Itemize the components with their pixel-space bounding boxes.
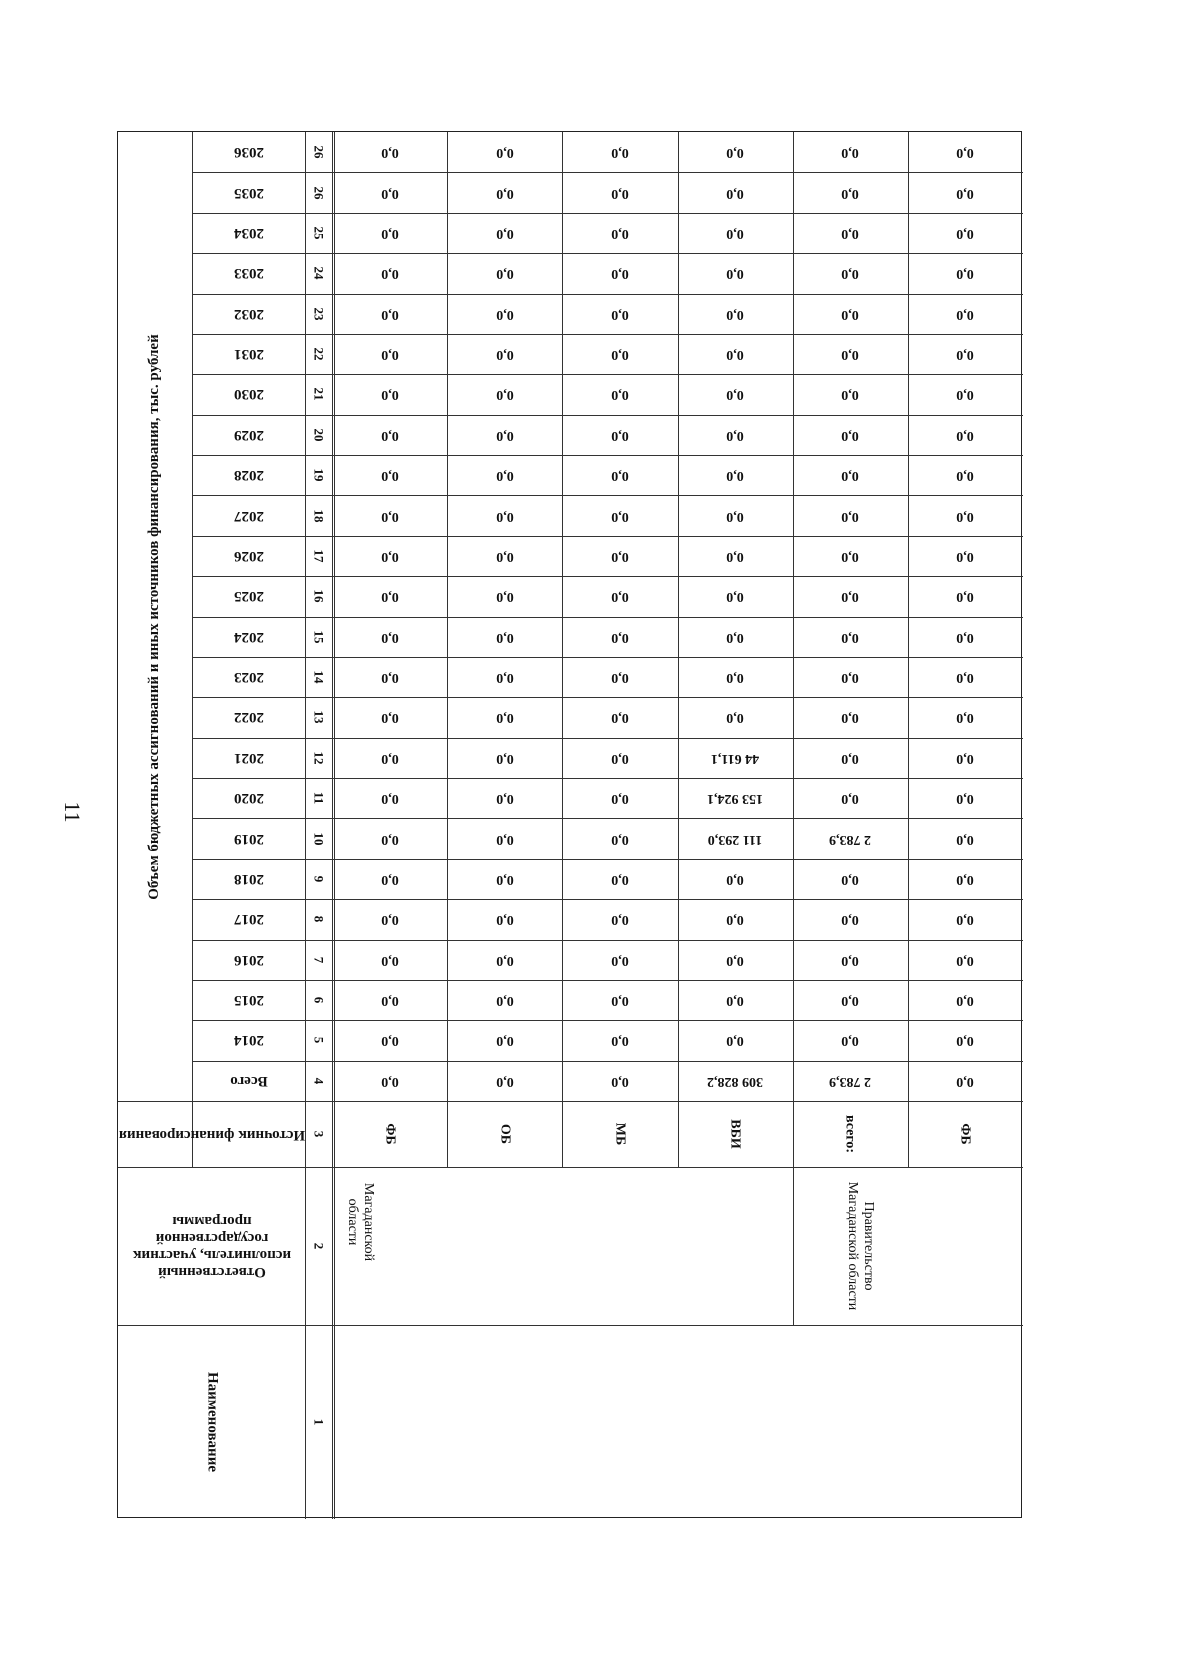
column-number: 11 [311,792,327,805]
table-cell: 0,0 [611,145,629,161]
column-number: 25 [311,226,327,240]
year-header: 2017 [233,911,264,928]
column-number: 15 [311,630,327,644]
table-cell: 0,0 [496,145,514,161]
column-number: 6 [311,996,327,1004]
table-cell: 0,0 [611,952,629,968]
table-cell: 0,0 [841,387,859,403]
table-cell: 0,0 [380,427,399,443]
table-cell: 0,0 [611,306,629,322]
table-cell: 0,0 [380,750,399,766]
table-cell: 0,0 [496,670,514,686]
table-cell: 0,0 [611,225,629,241]
table-cell: 0,0 [726,185,744,201]
table-cell: 2 783,9 [829,831,872,847]
executor-header: Ответственный исполнитель, участник государственной программы [132,1212,291,1281]
column-number: 3 [311,1130,327,1138]
source-cell: ОБ [497,1123,513,1145]
table-cell: 0,0 [611,871,629,887]
table-cell: 0,0 [380,266,399,282]
table-cell: 0,0 [380,387,399,403]
table-cell: 0,0 [380,589,399,605]
year-header: 2018 [233,871,264,888]
table-cell: 0,0 [611,266,629,282]
table-cell: 0,0 [496,1073,514,1089]
table-cell: 0,0 [380,871,399,887]
column-number: 2 [311,1242,327,1250]
table-cell: 0,0 [956,912,975,928]
table-cell: 0,0 [496,468,514,484]
column-number: 17 [311,549,327,563]
table-cell: 0,0 [496,548,514,564]
table-cell: 0,0 [841,468,859,484]
table-cell: 0,0 [841,145,859,161]
table-cell: 0,0 [611,589,629,605]
table-cell: 0,0 [496,952,514,968]
table-cell: 0,0 [956,589,975,605]
column-number: 7 [311,956,327,963]
column-number: 23 [311,307,327,321]
year-header: 2033 [233,265,264,282]
column-number: 10 [311,832,327,846]
table-cell: 0,0 [380,993,399,1009]
source-cell: МБ [612,1122,628,1146]
table-cell: 0,0 [380,1073,399,1089]
year-header: 2036 [233,144,264,161]
table-cell: 0,0 [380,670,399,686]
table-cell: 0,0 [841,791,859,807]
executor-cell: Магаданской области [345,1182,377,1262]
table-cell: 0,0 [380,831,399,847]
column-number: 13 [311,710,327,724]
table-cell: 0,0 [726,710,744,726]
year-header: 2030 [233,386,264,403]
column-number: 1 [311,1418,327,1426]
table-cell: 0,0 [496,306,514,322]
table-cell: 0,0 [611,468,629,484]
table-cell: 0,0 [956,347,975,363]
year-header: Всего [229,1073,268,1090]
table-cell: 0,0 [496,387,514,403]
table-cell: 0,0 [956,306,975,322]
table-cell: 0,0 [496,508,514,524]
table-cell: 0,0 [841,589,859,605]
table-cell: 0,0 [841,912,859,928]
year-header: 2031 [233,346,264,363]
table-cell: 0,0 [496,871,514,887]
table-cell: 0,0 [611,1033,629,1049]
rotated-budget-table [117,131,1022,1518]
column-number: 9 [311,875,327,883]
table-cell: 0,0 [956,670,975,686]
table-cell: 0,0 [380,468,399,484]
table-cell: 0,0 [726,427,744,443]
table-cell: 0,0 [611,387,629,403]
table-cell: 0,0 [496,912,514,928]
table-cell: 0,0 [496,427,514,443]
year-header: 2015 [233,992,264,1009]
table-cell: 0,0 [380,952,399,968]
table-cell: 0,0 [726,1033,744,1049]
year-header: 2019 [233,831,264,848]
table-cell: 0,0 [496,831,514,847]
table-cell: 0,0 [726,468,744,484]
column-number: 18 [311,509,327,523]
table-title: Объем бюджетных ассигнований и иных источников финансирования, тыс. рублей [146,333,163,900]
year-header: 2016 [233,952,264,969]
column-number: 14 [311,670,327,684]
table-cell: 0,0 [956,185,975,201]
column-number: 12 [311,751,327,765]
column-number: 16 [311,589,327,603]
table-cell: 0,0 [380,145,399,161]
table-cell: 309 828,2 [707,1073,764,1089]
table-cell: 0,0 [611,508,629,524]
table-cell: 0,0 [380,306,399,322]
table-cell: 0,0 [726,993,744,1009]
table-cell: 0,0 [380,1033,399,1049]
table-cell: 0,0 [841,993,859,1009]
table-cell: 0,0 [956,831,975,847]
table-cell: 0,0 [496,710,514,726]
table-cell: 0,0 [956,1073,975,1089]
table-cell: 0,0 [956,1033,975,1049]
grid-line [793,1167,794,1325]
table-cell: 0,0 [956,145,975,161]
table-cell: 0,0 [956,993,975,1009]
table-cell: 0,0 [496,750,514,766]
table-cell: 111 293,0 [707,831,763,847]
table-cell: 0,0 [611,427,629,443]
table-cell: 0,0 [956,952,975,968]
table-cell: 0,0 [956,791,975,807]
year-header: 2025 [233,588,264,605]
table-cell: 0,0 [496,185,514,201]
table-cell: 0,0 [726,266,744,282]
column-number: 4 [311,1077,327,1085]
table-cell: 0,0 [726,912,744,928]
table-cell: 0,0 [380,629,399,645]
table-cell: 0,0 [726,508,744,524]
table-cell: 153 924,1 [707,791,764,807]
table-cell: 0,0 [956,750,975,766]
table-cell: 0,0 [611,791,629,807]
source-cell: ФБ [958,1123,974,1145]
table-cell: 0,0 [841,548,859,564]
table-cell: 0,0 [611,993,629,1009]
table-cell: 0,0 [496,225,514,241]
year-header: 2035 [233,185,264,202]
table-cell: 0,0 [726,548,744,564]
column-number: 21 [311,387,327,401]
table-cell: 0,0 [841,871,859,887]
column-number: 24 [311,266,327,280]
column-number: 19 [311,468,327,482]
table-cell: 0,0 [496,629,514,645]
table-cell: 0,0 [380,912,399,928]
table-cell: 0,0 [496,1033,514,1049]
table-cell: 0,0 [611,629,629,645]
page-number: 11 [60,801,85,823]
year-header: 2034 [233,225,264,242]
table-cell: 0,0 [956,548,975,564]
table-cell: 0,0 [496,266,514,282]
table-cell: 0,0 [726,952,744,968]
table-cell: 0,0 [380,225,399,241]
table-cell: 0,0 [956,710,975,726]
table-cell: 0,0 [841,952,859,968]
table-cell: 0,0 [496,347,514,363]
table-cell: 0,0 [841,266,859,282]
year-header: 2020 [233,790,264,807]
column-number: 26 [311,186,327,200]
table-cell: 0,0 [956,468,975,484]
year-header: 2029 [233,427,264,444]
source-cell: всего: [843,1114,859,1153]
table-cell: 0,0 [611,750,629,766]
table-cell: 0,0 [956,387,975,403]
table-cell: 0,0 [611,710,629,726]
table-cell: 0,0 [611,912,629,928]
table-cell: 0,0 [496,791,514,807]
source-cell: ВБИ [728,1119,744,1149]
year-header: 2014 [233,1032,264,1049]
table-cell: 0,0 [841,427,859,443]
source-cell: ФБ [382,1123,398,1145]
table-cell: 0,0 [841,185,859,201]
source-header: Источник финансирования [118,1126,305,1143]
year-header: 2023 [233,669,264,686]
column-number: 5 [311,1037,327,1044]
executor-cell: Правительство Магаданской области [845,1181,877,1311]
table-cell: 0,0 [956,266,975,282]
year-header: 2026 [233,548,264,565]
table-cell: 0,0 [726,306,744,322]
table-cell: 0,0 [726,387,744,403]
table-cell: 0,0 [611,185,629,201]
table-cell: 0,0 [956,629,975,645]
table-cell: 0,0 [380,508,399,524]
table-cell: 0,0 [956,871,975,887]
table-cell: 0,0 [956,508,975,524]
table-cell: 0,0 [496,589,514,605]
table-cell: 0,0 [611,831,629,847]
table-cell: 0,0 [841,1033,859,1049]
year-header: 2027 [233,508,264,525]
table-cell: 0,0 [841,225,859,241]
table-cell: 0,0 [380,710,399,726]
table-cell: 0,0 [611,670,629,686]
table-cell: 2 783,9 [829,1073,872,1089]
table-cell: 0,0 [611,347,629,363]
column-number: 22 [311,347,327,361]
table-cell: 0,0 [841,508,859,524]
table-cell: 0,0 [726,871,744,887]
year-header: 2021 [233,750,264,767]
table-cell: 0,0 [841,347,859,363]
name-header: Наименование [204,1372,221,1472]
table-cell: 0,0 [726,629,744,645]
table-cell: 0,0 [726,145,744,161]
table-cell: 0,0 [380,791,399,807]
table-cell: 0,0 [380,548,399,564]
table-cell: 0,0 [841,306,859,322]
column-number: 8 [311,916,327,923]
table-cell: 0,0 [841,710,859,726]
table-cell: 0,0 [380,185,399,201]
table-cell: 0,0 [496,993,514,1009]
table-cell: 0,0 [380,347,399,363]
table-cell: 0,0 [956,427,975,443]
table-cell: 0,0 [611,548,629,564]
table-cell: 0,0 [841,750,859,766]
year-header: 2032 [233,306,264,323]
table-cell: 0,0 [726,225,744,241]
year-header: 2022 [233,709,264,726]
year-header: 2028 [233,467,264,484]
table-cell: 0,0 [726,589,744,605]
column-number: 20 [311,428,327,442]
table-cell: 0,0 [841,629,859,645]
table-cell: 0,0 [841,670,859,686]
table-cell: 44 611,1 [710,750,760,766]
column-number: 26 [311,145,327,159]
table-cell: 0,0 [726,347,744,363]
table-cell: 0,0 [611,1073,629,1089]
year-header: 2024 [233,629,264,646]
table-cell: 0,0 [956,225,975,241]
table-cell: 0,0 [726,670,744,686]
